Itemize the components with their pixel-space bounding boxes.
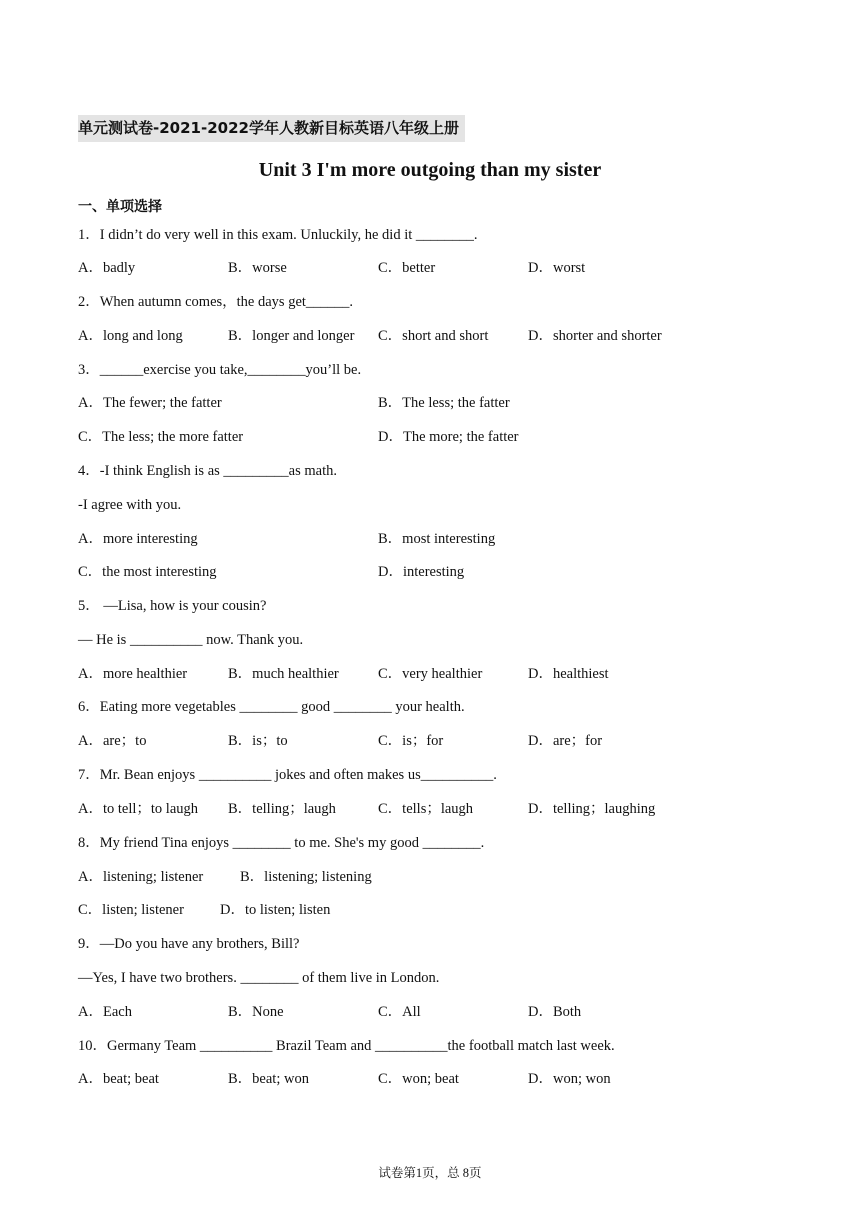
question-8: 8．My friend Tina enjoys ________ to me. She's my good ________.	[78, 835, 485, 851]
q1-option-b: B．worse	[228, 260, 287, 276]
q4-option-d: D．interesting	[378, 564, 465, 580]
question-9-reply: —Yes, I have two brothers. ________ of them live in London.	[78, 970, 440, 986]
q5-option-b: B．much healthier	[228, 666, 339, 682]
question-4-reply: -I agree with you.	[78, 497, 182, 513]
question-4: 4．-I think English is as _________as math.	[78, 463, 337, 479]
q10-option-c: C．won; beat	[378, 1071, 459, 1087]
q4-option-a: A．more interesting	[78, 531, 198, 547]
q8-option-a: A．listening; listener	[78, 869, 204, 885]
q9-option-a: A．Each	[78, 1004, 132, 1020]
q7-option-a: A．to tell；to laugh	[78, 801, 199, 817]
unit-title: Unit 3 I'm more outgoing than my sister	[258, 159, 602, 181]
q3-option-d: D．The more; the fatter	[378, 429, 519, 445]
question-7: 7．Mr. Bean enjoys __________ jokes and often makes us__________.	[78, 767, 497, 783]
question-5-reply: — He is __________ now. Thank you.	[78, 632, 304, 648]
q1-option-d: D．worst	[528, 260, 586, 276]
q7-option-d: D．telling；laughing	[528, 801, 656, 817]
question-9: 9．—Do you have any brothers, Bill?	[78, 936, 300, 952]
exam-banner: 单元测试卷-2021-2022学年人教新目标英语八年级上册	[78, 115, 465, 142]
q6-option-b: B．is；to	[228, 733, 288, 749]
q1-option-a: A．badly	[78, 260, 136, 276]
q6-option-d: D．are；for	[528, 733, 603, 749]
q6-option-a: A．are；to	[78, 733, 147, 749]
q9-option-c: C．All	[378, 1004, 421, 1020]
q2-option-c: C．short and short	[378, 328, 489, 344]
question-6: 6．Eating more vegetables ________ good ________ your health.	[78, 699, 465, 715]
question-10: 10．Germany Team __________ Brazil Team and __________the football match last week.	[78, 1038, 615, 1054]
question-5: 5． —Lisa, how is your cousin?	[78, 598, 267, 614]
q2-option-a: A．long and long	[78, 328, 183, 344]
q9-option-b: B．None	[228, 1004, 284, 1020]
q8-option-c: C．listen; listener	[78, 902, 184, 918]
question-3: 3．______exercise you take,________you’ll be.	[78, 362, 362, 378]
q6-option-c: C．is；for	[378, 733, 444, 749]
section-heading: 一、单项选择	[78, 199, 162, 215]
q10-option-a: A．beat; beat	[78, 1071, 159, 1087]
q10-option-d: D．won; won	[528, 1071, 611, 1087]
q7-option-b: B．telling；laugh	[228, 801, 336, 817]
q8-option-b: B．listening; listening	[240, 869, 372, 885]
q5-option-a: A．more healthier	[78, 666, 188, 682]
q4-option-b: B．most interesting	[378, 531, 496, 547]
q2-option-d: D．shorter and shorter	[528, 328, 662, 344]
question-2: 2．When autumn comes，the days get______.	[78, 294, 354, 310]
q9-option-d: D．Both	[528, 1004, 582, 1020]
question-1: 1．I didn’t do very well in this exam. Unluckily, he did it ________.	[78, 227, 478, 243]
q8-option-d: D．to listen; listen	[220, 902, 331, 918]
q3-option-b: B．The less; the fatter	[378, 395, 510, 411]
q5-option-c: C．very healthier	[378, 666, 483, 682]
page-footer: 试卷第1页，总 8页	[378, 1166, 482, 1180]
q3-option-c: C．The less; the more fatter	[78, 429, 244, 445]
q10-option-b: B．beat; won	[228, 1071, 309, 1087]
q2-option-b: B．longer and longer	[228, 328, 355, 344]
q1-option-c: C．better	[378, 260, 436, 276]
q3-option-a: A．The fewer; the fatter	[78, 395, 222, 411]
q7-option-c: C．tells；laugh	[378, 801, 474, 817]
q4-option-c: C．the most interesting	[78, 564, 217, 580]
q5-option-d: D．healthiest	[528, 666, 609, 682]
